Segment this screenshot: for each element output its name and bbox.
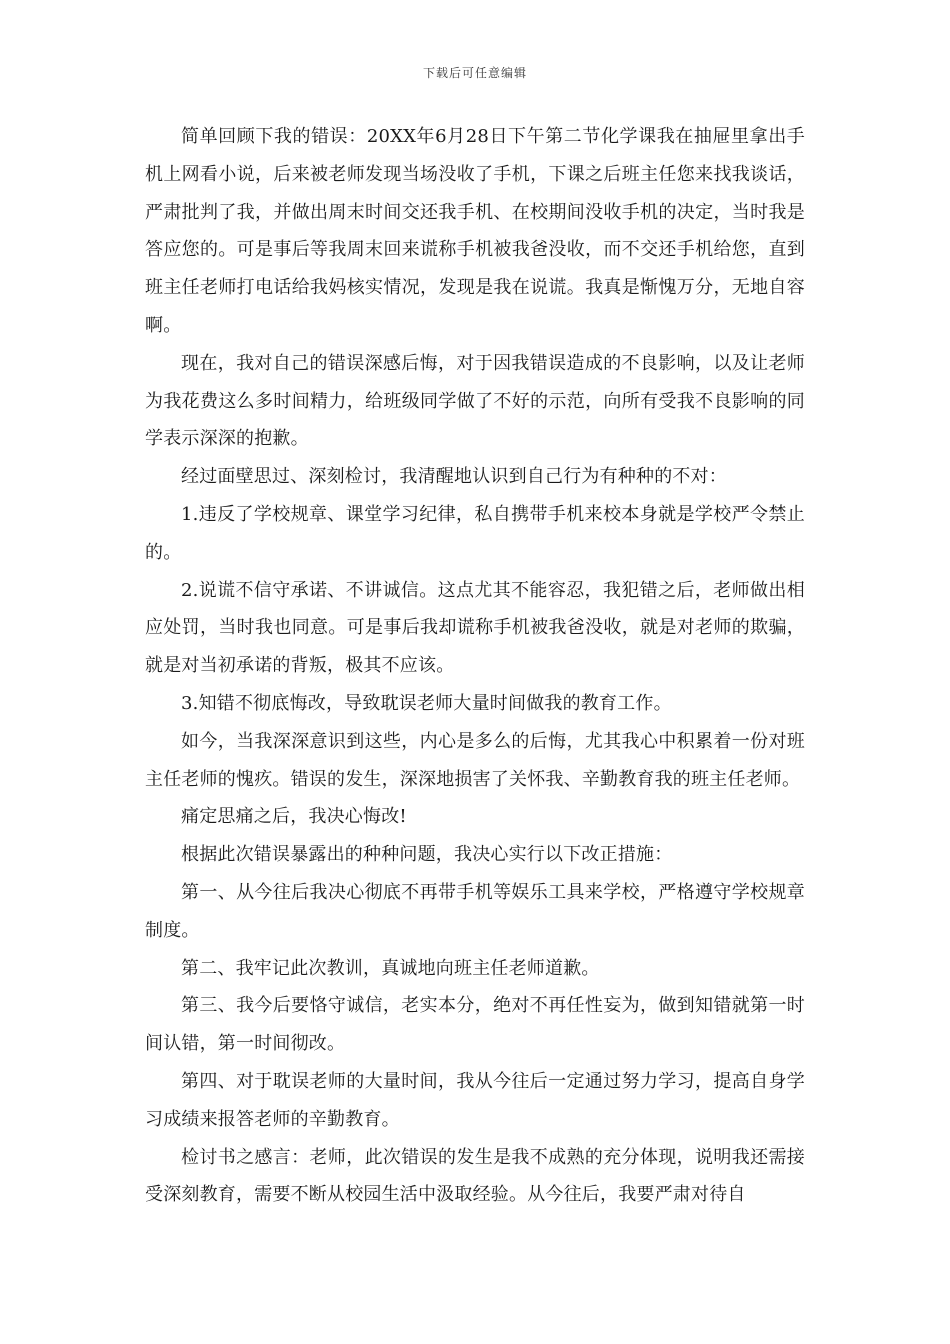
paragraph-measure-1: 第一、从今往后我决心彻底不再带手机等娱乐工具来学校，严格遵守学校规章制度。 [145,881,805,941]
paragraph-regret: 现在，我对自己的错误深感后悔，对于因我错误造成的不良影响，以及让老师为我花费这么多时间精力，给班级同学做了不好的示范，向所有受我不良影响的同学表示深深的抱歉。 [145,352,805,450]
paragraph-measure-2: 第二、我牢记此次教训，真诚地向班主任老师道歉。 [181,957,600,979]
paragraph-measure-4: 第四、对于耽误老师的大量时间，我从今往后一定通过努力学习，提高自身学习成绩来报答老师的辛勤教育。 [145,1070,805,1130]
header-note: 下载后可任意编辑 [422,66,527,80]
paragraph-point-1: 1.违反了学校规章、课堂学习纪律，私自携带手机来校本身就是学校严令禁止的。 [145,503,805,563]
paragraph-reflection-intro: 经过面壁思过、深刻检讨，我清醒地认识到自己行为有种种的不对： [181,466,727,488]
paragraph-measure-3: 第三、我今后要恪守诚信，老实本分，绝对不再任性妄为，做到知错就第一时间认错，第一时间彻改。 [145,995,805,1055]
paragraph-point-3: 3.知错不彻底悔改，导致耽误老师大量时间做我的教育工作。 [181,692,672,714]
paragraph-closing-remarks: 检讨书之感言：老师，此次错误的发生是我不成熟的充分体现，说明我还需接受深刻教育，需要不断从校园生活中汲取经验。从今往后，我要严肃对待自 [145,1146,805,1206]
paragraph-review: 简单回顾下我的错误：20XX年6月28日下午第二节化学课我在抽屉里拿出手机上网看小说，后来被老师发现当场没收了手机，下课之后班主任您来找我谈话，严肃批判了我，并做出周末时间交还我手机、在校期间没收手机的决定，当时我是答应您的。可是事后等我周末回来谎称手机被我爸没收，而不交还手机给您，直到班主任老师打电话给我妈核实情况，发现是我在说谎。我真是惭愧万分，无地自容啊。 [145,126,805,336]
paragraph-point-2: 2.说谎不信守承诺、不讲诚信。这点尤其不能容忍，我犯错之后，老师做出相应处罚，当时我也同意。可是事后我却谎称手机被我爸没收，就是对老师的欺骗，就是对当初承诺的背叛，极其不应该。 [145,579,805,677]
paragraph-guilt: 如今，当我深深意识到这些，内心是多么的后悔，尤其我心中积累着一份对班主任老师的愧疚。错误的发生，深深地损害了关怀我、辛勤教育我的班主任老师。 [145,730,805,790]
paragraph-resolve: 痛定思痛之后，我决心悔改! [181,806,407,828]
paragraph-measures-intro: 根据此次错误暴露出的种种问题，我决心实行以下改正措施： [181,844,673,866]
document-body [145,118,805,1214]
